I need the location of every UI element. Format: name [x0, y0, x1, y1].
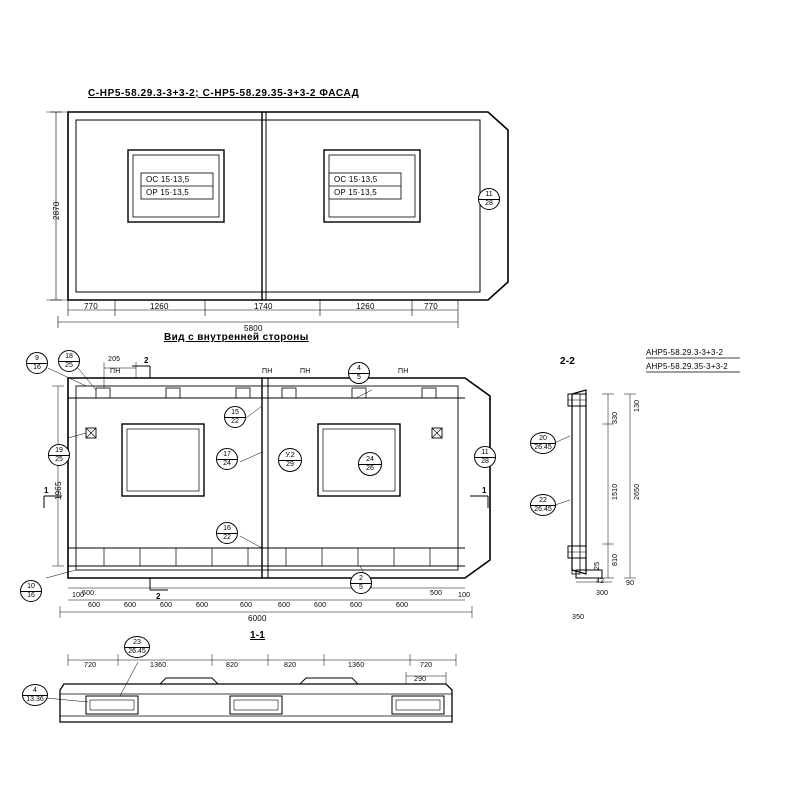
- facade-dim-4: 1260: [356, 302, 375, 311]
- facade-dim-2: 1260: [150, 302, 169, 311]
- balloon-2-5: 2 5: [350, 572, 372, 594]
- right-glazing-line1: ОС 15·13,5: [334, 175, 378, 184]
- inner-dim-r1-11: 500: [430, 590, 443, 597]
- balloon-24-26: 24 26: [358, 452, 382, 476]
- inner-edge-100-left: 100: [72, 592, 85, 599]
- balloon-u2-29: У.2 29: [278, 448, 302, 472]
- section-2-2-title: 2-2: [560, 356, 576, 367]
- balloon-11-28: 11 28: [478, 188, 500, 210]
- sec22-dim-25: 25: [594, 561, 601, 570]
- balloon-9-16: 9 16: [26, 352, 48, 374]
- sec22-dim-1510: 1510: [612, 483, 619, 500]
- inner-dim-600-7: 600: [314, 602, 327, 609]
- balloon-4-5: 4 5: [348, 362, 370, 384]
- facade-total-width: 5800: [244, 324, 263, 333]
- balloon-18-25: 18 25: [58, 350, 80, 372]
- balloon-22-2645: 22 26.45: [530, 494, 556, 516]
- inner-dim-600-5: 600: [240, 602, 253, 609]
- sec11-dim-4: 820: [284, 662, 297, 669]
- facade-title: С-НР5-58.29.3-3+3-2; С-НР5-58.29.35-3+3-2 ФАСАД: [88, 88, 360, 99]
- sec22-dim-350: 350: [572, 614, 585, 621]
- sec22-dim-2650: 2650: [634, 483, 641, 500]
- inner-dim-600-9: 600: [396, 602, 409, 609]
- inner-total-width: 6000: [248, 614, 267, 623]
- left-glazing-line2: ОР 15·13,5: [146, 188, 189, 197]
- section-mark-1-left: 1: [44, 486, 49, 495]
- inner-dim-600-8: 600: [350, 602, 363, 609]
- facade-height-dim: 2870: [52, 201, 61, 220]
- inner-dim-600-6: 600: [278, 602, 291, 609]
- right-label-2: АНР5-58.29.35-3+3-2: [646, 362, 728, 371]
- sec22-dim-810: 810: [612, 553, 619, 566]
- sec22-dim-42: 42: [596, 578, 605, 585]
- right-glazing-line2: ОР 15·13,5: [334, 188, 377, 197]
- pn-label-4: ПН: [398, 368, 409, 375]
- sec11-dim-1: 720: [84, 662, 97, 669]
- balloon-19-25: 19 25: [48, 444, 70, 466]
- sec11-dim-5: 1360: [348, 662, 365, 669]
- inner-height-dim: 1965: [54, 481, 63, 500]
- right-label-1: АНР5-58.29.3-3+3-2: [646, 348, 724, 357]
- inner-dim-600-1: 600: [88, 602, 101, 609]
- balloon-15-22: 15 22: [224, 406, 246, 428]
- pn-label-3: ПН: [300, 368, 311, 375]
- balloon-23-2645: 23 26.45: [124, 636, 150, 658]
- sec22-dim-130: 130: [634, 399, 641, 412]
- section-1-1-title: 1-1: [250, 630, 266, 641]
- balloon-11-28-inner: 11 28: [474, 446, 496, 468]
- inner-dim-205: 205: [108, 356, 121, 363]
- section-mark-1-right: 1: [482, 486, 487, 495]
- sec11-dim-2: 1360: [150, 662, 167, 669]
- balloon-20-2645: 20 26.45: [530, 432, 556, 454]
- facade-dim-3: 1740: [254, 302, 273, 311]
- sec11-dim-6: 720: [420, 662, 433, 669]
- facade-dim-5: 770: [424, 302, 438, 311]
- balloon-10-16: 10 16: [20, 580, 42, 602]
- section-mark-2-top: 2: [144, 356, 149, 365]
- pn-label-1: ПН: [110, 368, 121, 375]
- balloon-17-24: 17 24: [216, 448, 238, 470]
- inner-view-title: Вид с внутренней стороны: [164, 332, 309, 343]
- facade-dim-1: 770: [84, 302, 98, 311]
- sec22-dim-330: 330: [612, 411, 619, 424]
- inner-dim-600-2: 600: [124, 602, 137, 609]
- pn-label-2: ПН: [262, 368, 273, 375]
- balloon-16-22: 16 22: [216, 522, 238, 544]
- inner-dim-r1-1: 500: [82, 590, 95, 597]
- sec22-dim-300: 300: [596, 590, 609, 597]
- section-mark-2-bottom: 2: [156, 592, 161, 601]
- inner-dim-600-3: 600: [160, 602, 173, 609]
- inner-dim-600-4: 600: [196, 602, 209, 609]
- inner-edge-100-right: 100: [458, 592, 471, 599]
- sec11-dim-290: 290: [414, 676, 427, 683]
- sec22-dim-90: 90: [626, 580, 635, 587]
- sec11-dim-3: 820: [226, 662, 239, 669]
- left-glazing-line1: ОС 15·13,5: [146, 175, 190, 184]
- balloon-4-1336: 4 13.36: [22, 684, 48, 706]
